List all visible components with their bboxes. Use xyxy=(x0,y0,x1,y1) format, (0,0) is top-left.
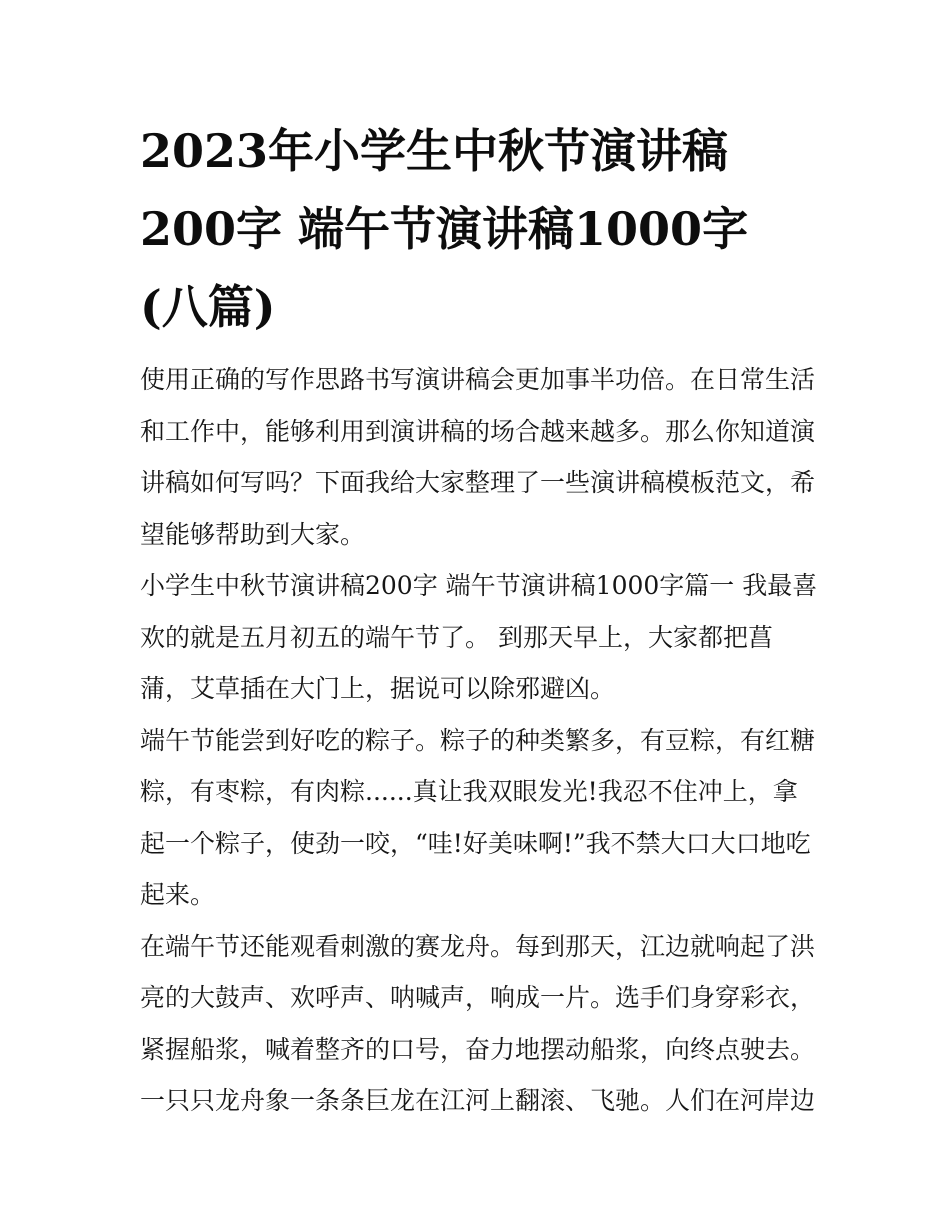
document-title xyxy=(140,112,820,346)
text-line: 亮的大鼓声、欢呼声、呐喊声，响成一片。选手们身穿彩衣， xyxy=(140,983,816,1012)
text-line: 紧握船浆，喊着整齐的口号，奋力地摆动船浆，向终点驶去。 xyxy=(140,1034,816,1064)
paragraph-zongzi xyxy=(140,715,820,921)
text-line: 一只只龙舟象一条条巨龙在江河上翻滚、飞驰。人们在河岸边 xyxy=(140,1086,816,1115)
text-line: 欢的就是五月初五的端午节了。 到那天早上，大家都把菖 xyxy=(140,622,773,652)
text-line: 使用正确的写作思路书写演讲稿会更加事半功倍。在日常生活 xyxy=(140,365,816,394)
text-line: 蒲，艾草插在大门上，据说可以除邪避凶。 xyxy=(140,674,616,703)
text-line: 望能够帮助到大家。 xyxy=(140,519,366,549)
document-body xyxy=(140,354,820,1127)
title-line: 200字 端午节演讲稿1000字 xyxy=(140,202,749,256)
paragraph-dragon-boat xyxy=(140,921,820,1127)
text-line: 起来。 xyxy=(140,880,216,909)
text-line: 起一个粽子，使劲一咬，“哇!好美味啊!”我不禁大口大口地吃 xyxy=(140,828,811,858)
text-line: 讲稿如何写吗？下面我给大家整理了一些演讲稿模板范文，希 xyxy=(140,468,816,497)
text-line: 端午节能尝到好吃的粽子。粽子的种类繁多，有豆粽，有红糖 xyxy=(140,725,816,755)
text-line: 和工作中，能够利用到演讲稿的场合越来越多。那么你知道演 xyxy=(140,416,816,446)
title-line: (八篇) xyxy=(140,280,276,334)
text-line: 在端午节还能观看刺激的赛龙舟。每到那天，江边就响起了洪 xyxy=(140,931,816,961)
title-line: 2023年小学生中秋节演讲稿 xyxy=(140,124,729,178)
paragraph-essay-one-opening xyxy=(140,560,820,715)
text-line: 粽，有枣粽，有肉粽......真让我双眼发光!我忍不住冲上，拿 xyxy=(140,777,798,806)
paragraph-intro xyxy=(140,354,820,560)
text-line: 小学生中秋节演讲稿200字 端午节演讲稿1000字篇一 我最喜 xyxy=(140,571,818,600)
